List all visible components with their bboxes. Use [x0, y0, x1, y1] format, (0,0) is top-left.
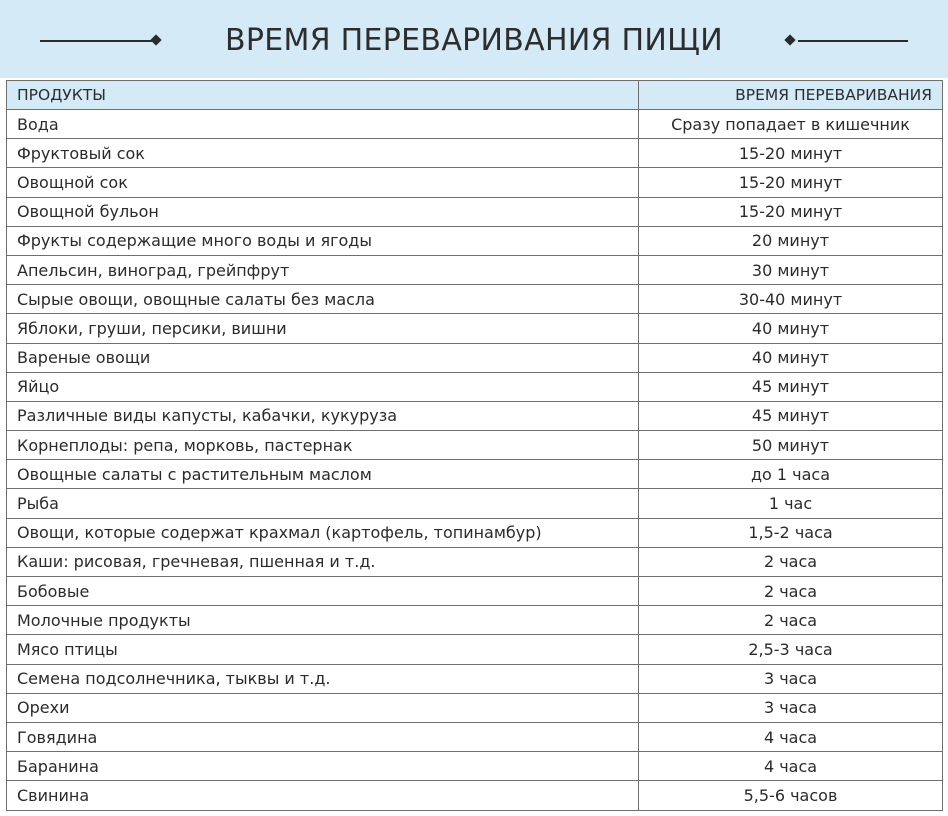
table-row — [7, 460, 943, 489]
digestion-time-cell: 3 часа — [639, 693, 943, 722]
digestion-time-cell: 4 часа — [639, 752, 943, 781]
digestion-time-cell: 40 минут — [639, 343, 943, 372]
digestion-table — [6, 80, 943, 811]
table-row — [7, 401, 943, 430]
digestion-time-cell: 45 минут — [639, 401, 943, 430]
product-cell: Вареные овощи — [7, 343, 639, 372]
digestion-time-cell: 15-20 минут — [639, 168, 943, 197]
table-row — [7, 489, 943, 518]
table-row — [7, 343, 943, 372]
product-cell: Овощной бульон — [7, 197, 639, 226]
product-cell: Говядина — [7, 722, 639, 751]
table-row — [7, 693, 943, 722]
product-cell: Фрукты содержащие много воды и ягоды — [7, 226, 639, 255]
digestion-time-cell: 1,5-2 часа — [639, 518, 943, 547]
product-cell: Молочные продукты — [7, 606, 639, 635]
product-cell: Сырые овощи, овощные салаты без масла — [7, 285, 639, 314]
table-row — [7, 314, 943, 343]
digestion-time-cell: 5,5-6 часов — [639, 781, 943, 810]
digestion-time-cell: 4 часа — [639, 722, 943, 751]
product-cell: Апельсин, виноград, грейпфрут — [7, 255, 639, 284]
header-digestion-time: ВРЕМЯ ПЕРЕВАРИВАНИЯ — [639, 81, 943, 110]
digestion-time-cell: 30-40 минут — [639, 285, 943, 314]
table-header-row — [7, 81, 943, 110]
product-cell: Каши: рисовая, гречневая, пшенная и т.д. — [7, 547, 639, 576]
title-line-left — [40, 40, 152, 42]
page-title: ВРЕМЯ ПЕРЕВАРИВАНИЯ ПИЩИ — [224, 23, 724, 58]
digestion-time-cell: 2,5-3 часа — [639, 635, 943, 664]
product-cell: Овощные салаты с растительным маслом — [7, 460, 639, 489]
product-cell: Баранина — [7, 752, 639, 781]
table-row — [7, 547, 943, 576]
table-row — [7, 168, 943, 197]
digestion-time-cell: 45 минут — [639, 372, 943, 401]
product-cell: Орехи — [7, 693, 639, 722]
table-row — [7, 518, 943, 547]
table-row — [7, 255, 943, 284]
digestion-time-cell: до 1 часа — [639, 460, 943, 489]
table-row — [7, 110, 943, 139]
product-cell: Рыба — [7, 489, 639, 518]
digestion-time-cell: 2 часа — [639, 547, 943, 576]
title-line-right — [798, 40, 908, 42]
digestion-time-cell: 1 час — [639, 489, 943, 518]
product-cell: Яблоки, груши, персики, вишни — [7, 314, 639, 343]
product-cell: Мясо птицы — [7, 635, 639, 664]
digestion-time-cell: 15-20 минут — [639, 139, 943, 168]
digestion-time-cell: 2 часа — [639, 606, 943, 635]
digestion-time-cell: 50 минут — [639, 431, 943, 460]
product-cell: Овощной сок — [7, 168, 639, 197]
title-banner — [0, 0, 948, 78]
digestion-time-cell: Сразу попадает в кишечник — [639, 110, 943, 139]
product-cell: Овощи, которые содержат крахмал (картофель, топинамбур) — [7, 518, 639, 547]
diamond-right-icon — [784, 34, 795, 45]
header-products: ПРОДУКТЫ — [7, 81, 639, 110]
table-row — [7, 752, 943, 781]
product-cell: Вода — [7, 110, 639, 139]
table-body — [7, 110, 943, 811]
product-cell: Корнеплоды: репа, морковь, пастернак — [7, 431, 639, 460]
product-cell: Семена подсолнечника, тыквы и т.д. — [7, 664, 639, 693]
product-cell: Бобовые — [7, 577, 639, 606]
table-row — [7, 431, 943, 460]
table-row — [7, 664, 943, 693]
digestion-time-cell: 30 минут — [639, 255, 943, 284]
product-cell: Фруктовый сок — [7, 139, 639, 168]
table-row — [7, 197, 943, 226]
product-cell: Различные виды капусты, кабачки, кукуруза — [7, 401, 639, 430]
table-row — [7, 139, 943, 168]
table-row — [7, 226, 943, 255]
table-row — [7, 285, 943, 314]
product-cell: Свинина — [7, 781, 639, 810]
table-row — [7, 372, 943, 401]
table-row — [7, 606, 943, 635]
digestion-time-cell: 3 часа — [639, 664, 943, 693]
product-cell: Яйцо — [7, 372, 639, 401]
diamond-left-icon — [150, 34, 161, 45]
table-row — [7, 781, 943, 810]
table-row — [7, 635, 943, 664]
digestion-time-cell: 40 минут — [639, 314, 943, 343]
table-row — [7, 577, 943, 606]
digestion-time-cell: 20 минут — [639, 226, 943, 255]
table-row — [7, 722, 943, 751]
digestion-time-cell: 2 часа — [639, 577, 943, 606]
digestion-time-cell: 15-20 минут — [639, 197, 943, 226]
